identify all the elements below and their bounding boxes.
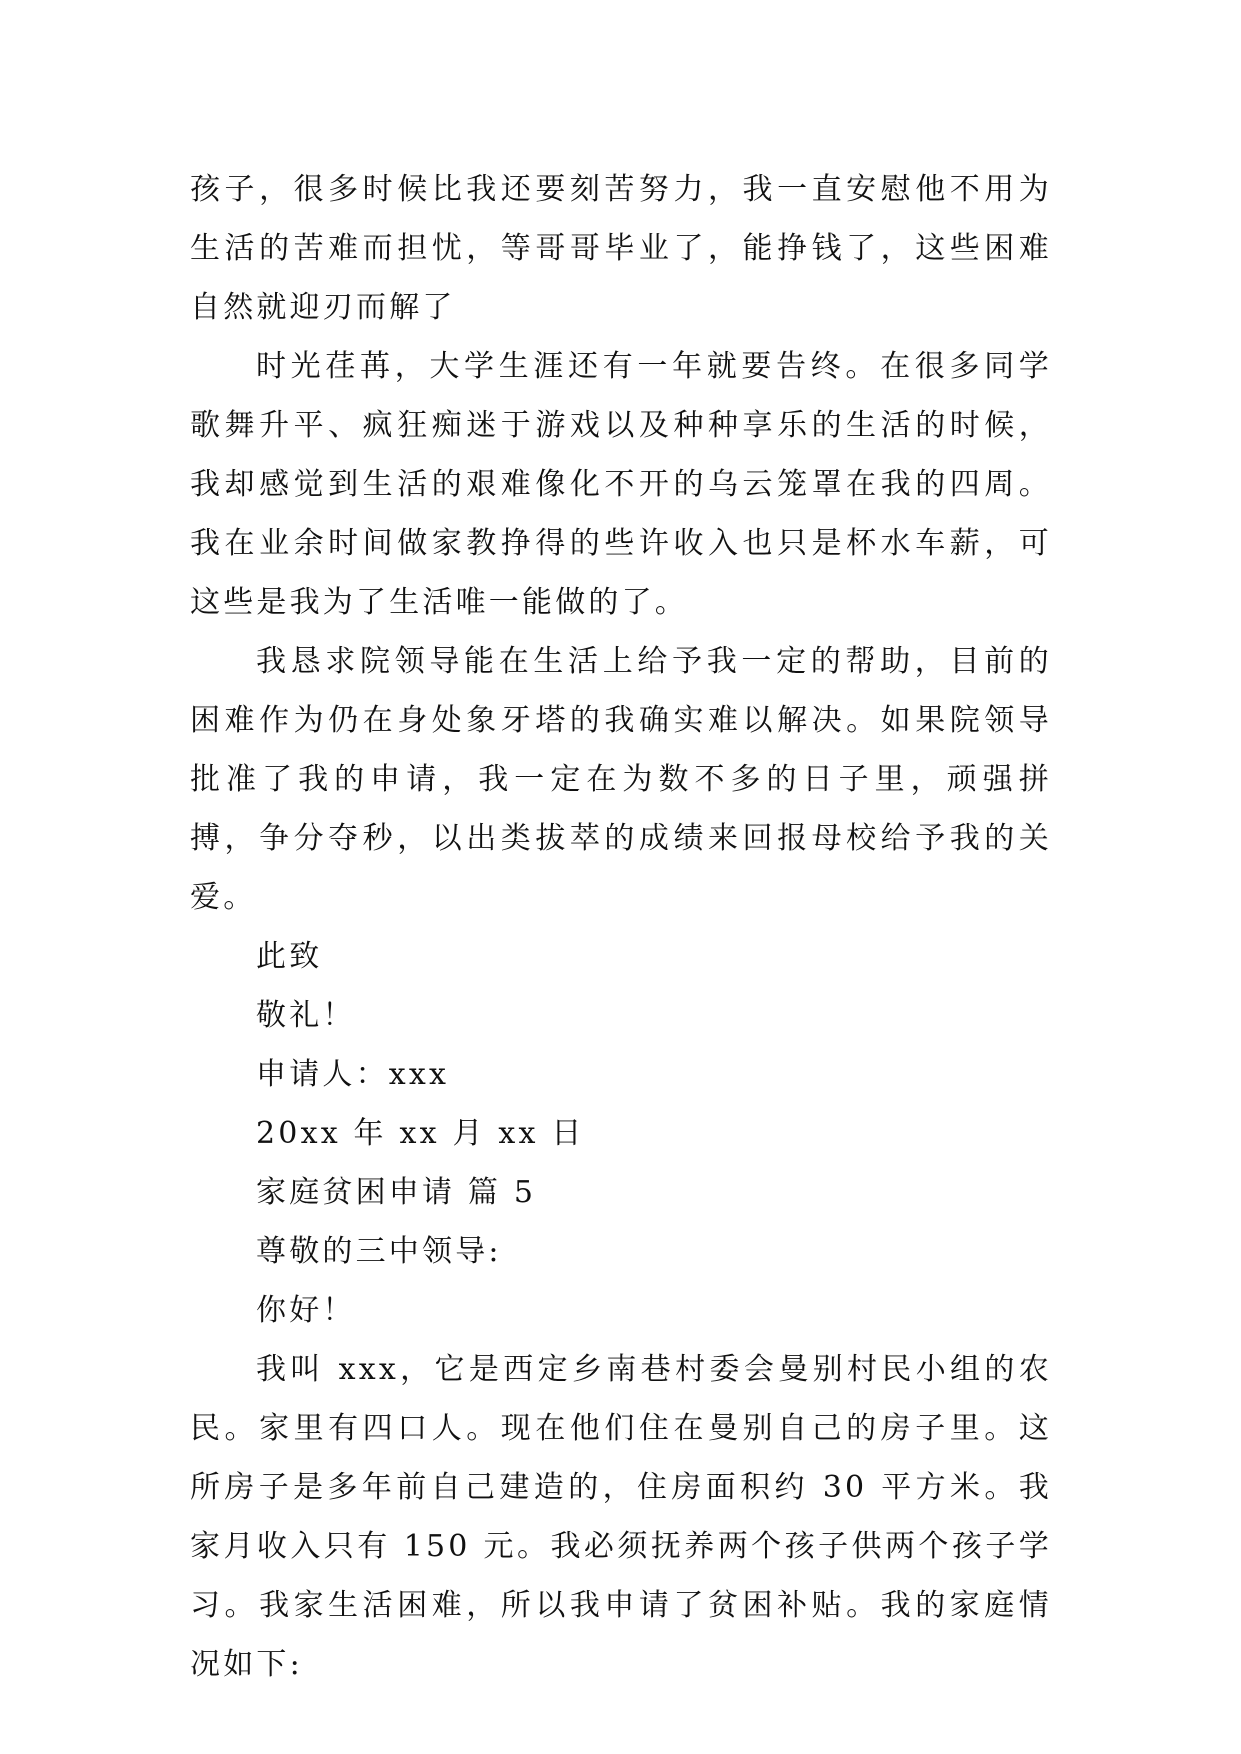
closing-line-2: 敬礼！ [256, 998, 356, 1033]
closing-line-1: 此致 [256, 939, 323, 974]
paragraph-4: 我叫 xxx，它是西定乡南巷村委会曼别村民小组的农民。家里有四口人。现在他们住在曼别自己的房子里。这所房子是多年前自己建造的，住房面积约 30 平方米。我家月收入只有 150 元。我必须抚养两个孩子供两个孩子学习。我家生活困难，所以我申请了贫困补贴。我的家庭情况如下: [190, 1352, 1052, 1682]
document-body [190, 160, 1052, 1694]
paragraph-1: 孩子，很多时候比我还要刻苦努力，我一直安慰他不用为生活的苦难而担忧，等哥哥毕业了，能挣钱了，这些困难自然就迎刃而解了 [190, 172, 1052, 325]
date-line: 20xx 年 xx 月 xx 日 [256, 1116, 585, 1151]
salutation-line: 尊敬的三中领导: [256, 1234, 502, 1269]
greeting-line: 你好！ [256, 1293, 356, 1328]
applicant-line: 申请人：xxx [256, 1057, 450, 1092]
section-heading-5: 家庭贫困申请 篇 5 [256, 1175, 537, 1210]
paragraph-3: 我恳求院领导能在生活上给予我一定的帮助，目前的困难作为仍在身处象牙塔的我确实难以解决。如果院领导批准了我的申请，我一定在为数不多的日子里，顽强拼搏，争分夺秒，以出类拔萃的成绩来回报母校给予我的关爱。 [190, 644, 1052, 915]
paragraph-2: 时光荏苒，大学生涯还有一年就要告终。在很多同学歌舞升平、疯狂痴迷于游戏以及种种享乐的生活的时候，我却感觉到生活的艰难像化不开的乌云笼罩在我的四周。我在业余时间做家教挣得的些许收入也只是杯水车薪，可这些是我为了生活唯一能做的了。 [190, 349, 1052, 620]
